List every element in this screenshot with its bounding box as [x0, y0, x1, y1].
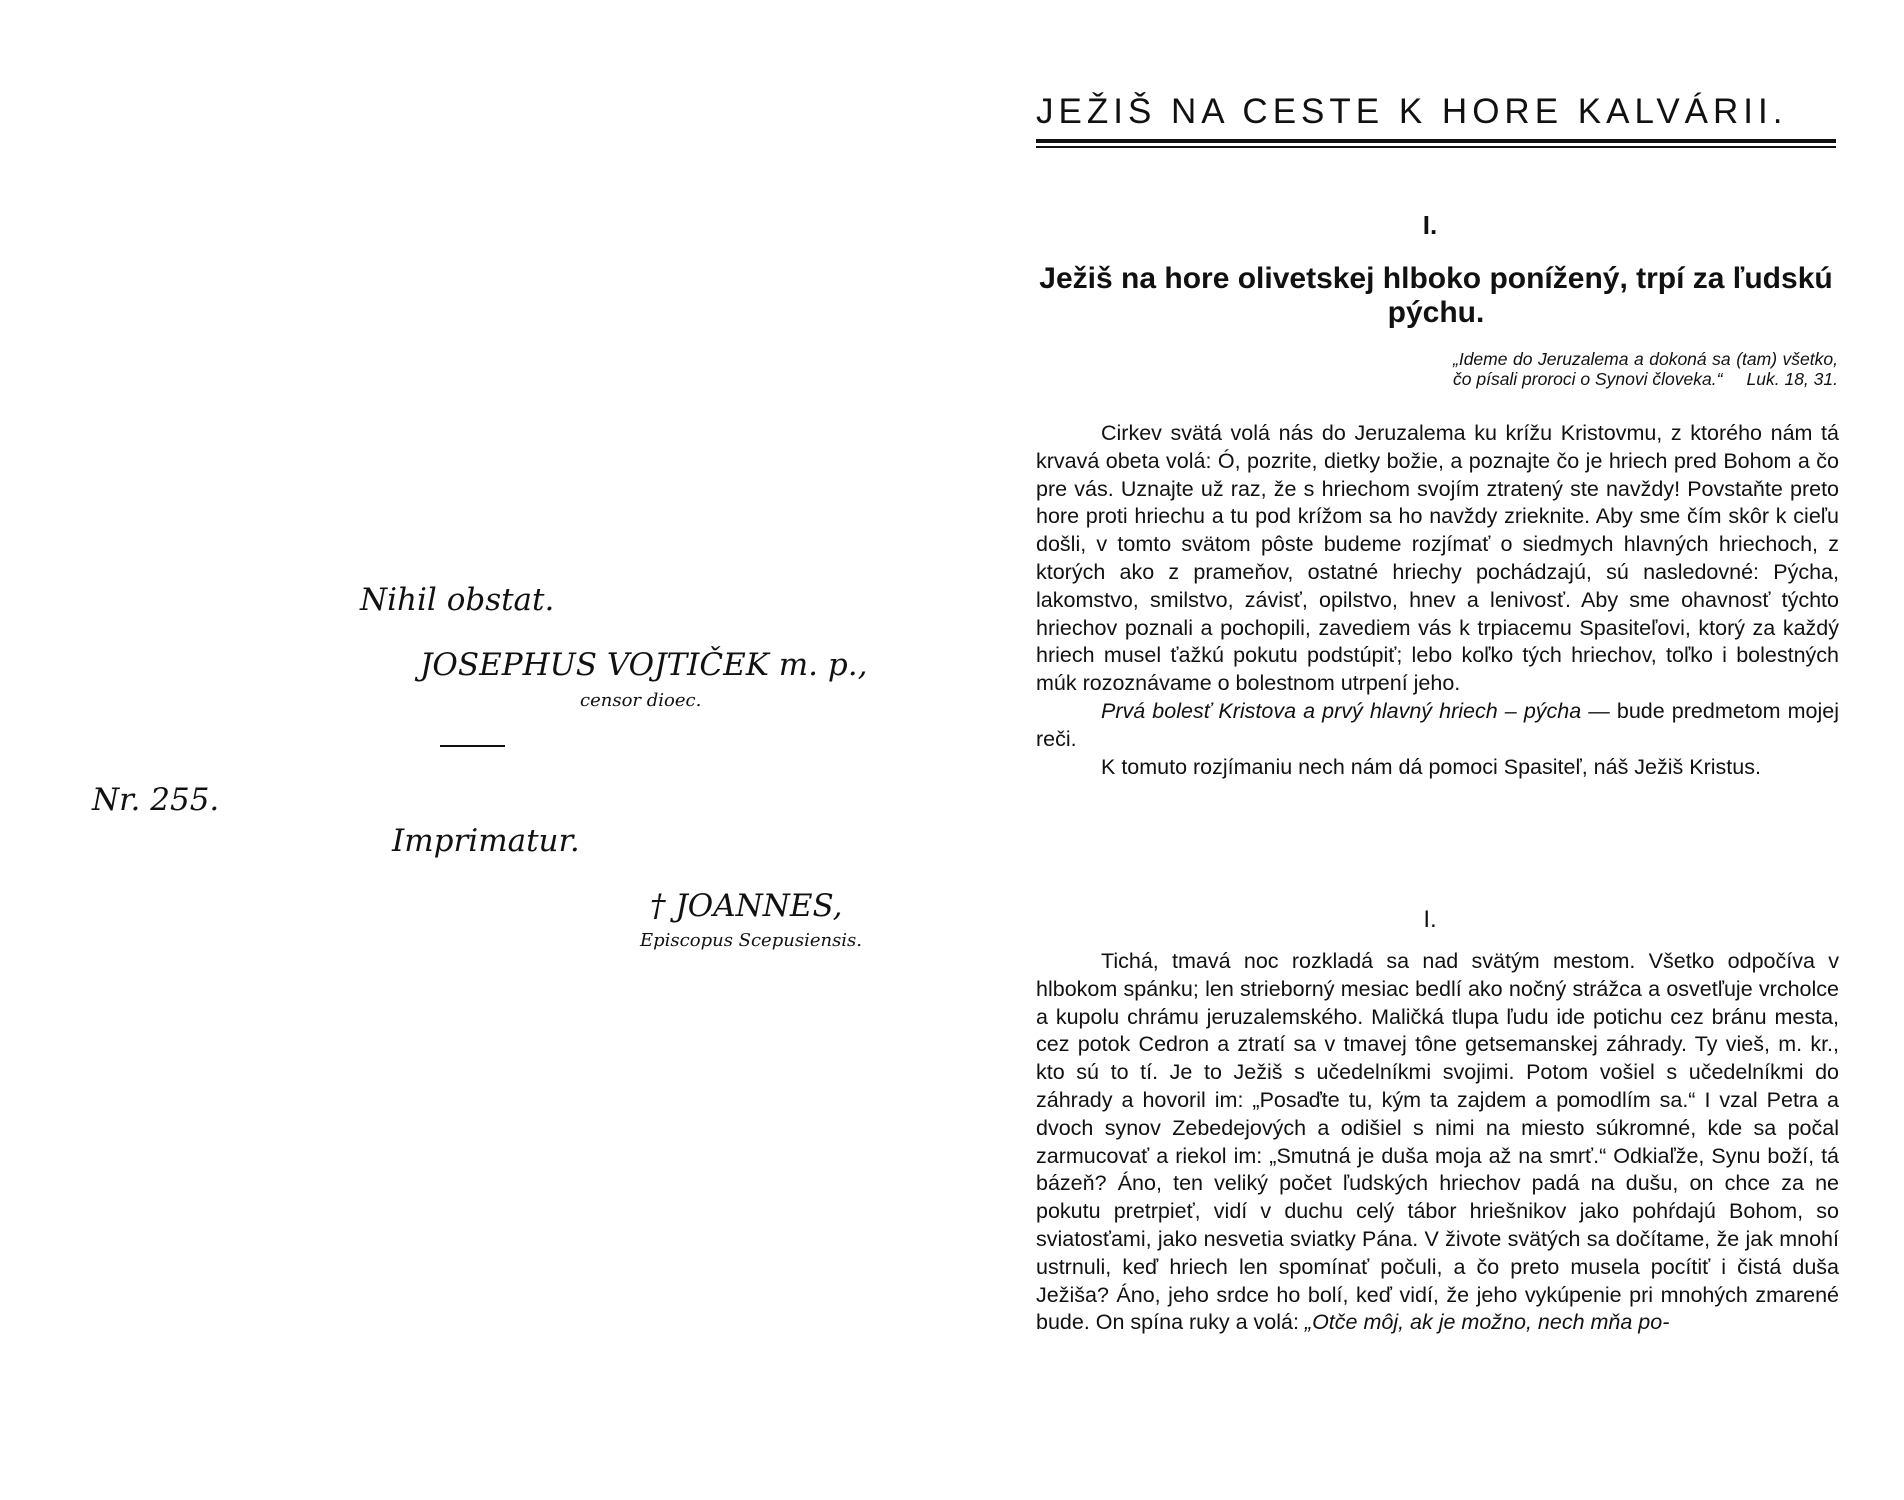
main-text	[1036, 948, 1839, 1337]
permission-number: Nr. 255.	[92, 782, 220, 818]
censor-title: censor dioec.	[580, 690, 702, 711]
epigraph-text: „Ideme do Jeruzalema a dokoná sa (tam) všetko, čo písali proroci o Synovi človeka.“	[1453, 349, 1838, 389]
divider	[440, 745, 505, 747]
bishop-name: † JOANNES,	[650, 888, 843, 924]
closing-quote: „Otče môj, ak je možno, nech mňa po-	[1298, 1310, 1670, 1335]
paragraph: K tomuto rozjímaniu nech nám dá pomoci Spasiteľ, náš Ježiš Kristus.	[1101, 754, 1761, 779]
topic-rest: bude predmetom mojej reči.	[1036, 698, 1839, 751]
paragraph: Cirkev svätá volá nás do Jeruzalema ku krížu Kristovmu, z ktorého nám tá krvavá obeta volá: Ó, pozrite, dietky božie, a poznajte čo je hriech pred Bohom a čo pre vás. Uznajte už raz, že s hriechom svojím ztratený ste navždy! Povstaňte preto hore proti hriechu a tu pod krížom sa ho navždy zrieknite. Aby sme čím skôr k cieľu došli, v tomto svätom pôste budeme rozjímať o siedmych hlavných hriechoch, z ktorých ako z prameňov, ostatné hriechy pochádzajú, sú nasledovné: Pýcha, lakomstvo, smilstvo, závisť, opilstvo, hnev a lenivosť. Aby sme ohavnosť týchto hriechov poznali a pochopili, zavediem vás k trpiacemu Spasiteľovi, ktorý za každý hriech musel ťažkú pokutu podstúpiť; lebo koľko tých hriechov, toľko i bolestných múk rozoznávame o bolestnom utrpení jeho.	[1036, 421, 1839, 696]
subsection-number: I.	[1423, 906, 1437, 933]
nihil-obstat: Nihil obstat.	[360, 582, 555, 618]
censor-name: JOSEPHUS VOJTIČEK m. p.,	[420, 647, 868, 683]
header-rule	[1036, 139, 1836, 143]
main-text-body: Tichá, tmavá noc rozkladá sa nad svätým mestom. Všetko odpočíva v hlbokom spánku; len strieborný mesiac bedlí ako nočný strážca a osvetľuje vrcholce a kupolu chrámu jeruzalemského. Maličká tlupa ľudu ide potichu cez bránu mesta, cez potok Cedron a ztratí sa v tmavej tône getsemanskej záhrady. Ty vieš, m. kr., kto sú to tí. Je to Ježiš s učedelníkmi svojimi. Potom vošiel s učedelníkmi do záhrady a hovoril im: „Posaďte tu, kým ta zajdem a pomodlím sa.“ I vzal Petra a dvoch synov Zebedejových a odišiel s nimi na miesto súkromné, kde sa počal zarmucovať a riekol im: „Smutná je duša moja až na smrť.“ Odkiaľže, Synu boží, tá bázeň? Áno, ten veliký počet ľudských hriechov padá na dušu, on chce za ne pokutu pretrpieť, vidí v duchu celý tábor hriešnikov jako pohŕdajú Bohom, so sviatosťami, jako nesvetia sviatky Pána. V živote svätých sa dočítame, že jak mnohí ustrnuli, keď hriech len spomínať počuli, a čo preto musela pocítiť i čistá duša Ježiša? Áno, jeho srdce ho bolí, keď vidí, že jeho vykúpenie pri mnohých zmarené bude. On spína ruky a volá:	[1036, 949, 1839, 1335]
chapter-title: Ježiš na hore olivetskej hlboko ponížený, trpí za ľudskú pýchu.	[1039, 262, 1833, 329]
topic-italic: Prvá bolesť Kristova a prvý hlavný hriech – pýcha —	[1101, 698, 1610, 723]
paragraph	[1036, 948, 1839, 1337]
imprimatur: Imprimatur.	[392, 823, 580, 859]
right-page	[1010, 0, 1850, 1500]
section-number: I.	[1422, 210, 1438, 240]
paragraph	[1036, 698, 1839, 754]
epigraph-reference: Luk. 18, 31.	[1746, 369, 1838, 389]
running-header: JEŽIŠ NA CESTE K HORE KALVÁRII.	[1036, 92, 1788, 131]
bishop-title: Episcopus Scepusiensis.	[640, 930, 863, 951]
header-rule-thin	[1036, 146, 1836, 148]
epigraph	[1453, 349, 1838, 389]
intro-text	[1036, 420, 1839, 781]
